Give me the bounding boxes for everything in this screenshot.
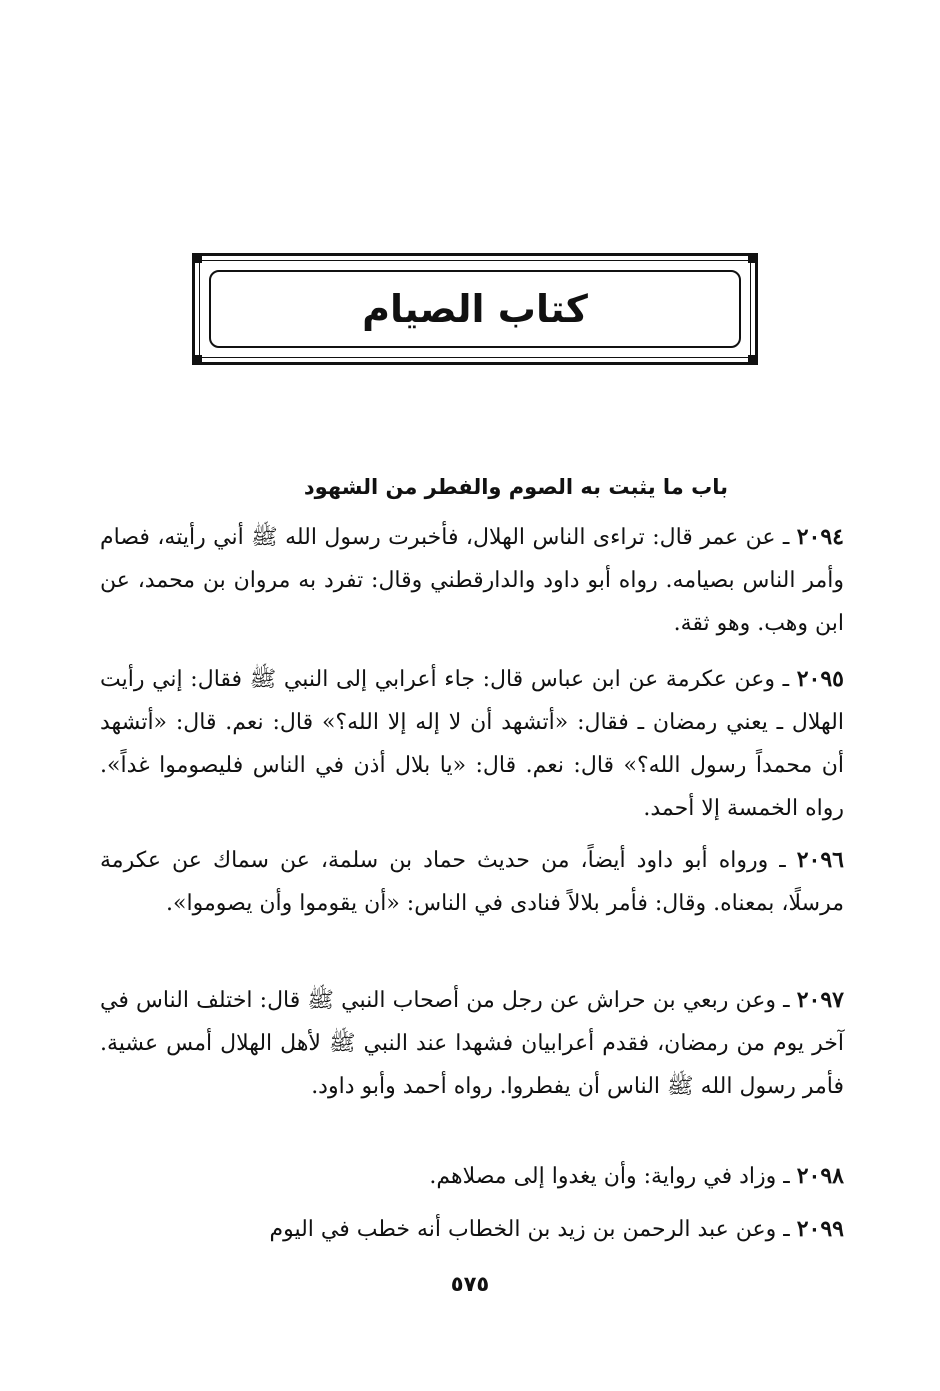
hadith-paragraph <box>100 839 844 925</box>
frame-corner-ornament <box>192 355 202 365</box>
frame-corner-ornament <box>748 253 758 263</box>
hadith-text: ـ ورواه أبو داود أيضاً، من حديث حماد بن سلمة، عن سماك عن عكرمة مرسلًا، بمعناه. وقال: فأمر بلالاً فنادى في الناس: «أن يقوموا وأن يصوموا». <box>100 848 844 916</box>
hadith-text: ـ وعن عبد الرحمن بن زيد بن الخطاب أنه خطب في اليوم <box>269 1217 797 1242</box>
hadith-number: ٢٠٩٨ <box>796 1163 844 1189</box>
hadith-text: ـ وزاد في رواية: وأن يغدوا إلى مصلاهم. <box>429 1164 797 1189</box>
frame-corner-ornament <box>192 253 202 263</box>
hadith-number: ٢٠٩٩ <box>796 1216 844 1242</box>
title-inner-box <box>209 270 741 348</box>
book-title: كتاب الصيام <box>362 287 588 331</box>
hadith-text: ـ وعن ربعي بن حراش عن رجل من أصحاب النبي ﷺ قال: اختلف الناس في آخر يوم من رمضان، فقدم أعرابيان فشهدا عند النبي ﷺ لأهل الهلال أمس عشية. فأمر رسول الله ﷺ الناس أن يفطروا. رواه أحمد وأبو داود. <box>100 988 844 1099</box>
hadith-paragraph <box>100 516 844 645</box>
hadith-paragraph <box>100 1155 844 1198</box>
hadith-paragraph <box>100 1208 844 1251</box>
frame-corner-ornament <box>748 355 758 365</box>
hadith-paragraph <box>100 979 844 1108</box>
hadith-number: ٢٠٩٧ <box>796 987 844 1013</box>
hadith-number: ٢٠٩٤ <box>796 524 844 550</box>
hadith-text: ـ وعن عكرمة عن ابن عباس قال: جاء أعرابي إلى النبي ﷺ فقال: إني رأيت الهلال ـ يعني رمضان ـ فقال: «أتشهد أن لا إله إلا الله؟» قال: نعم. قال: «أتشهد أن محمداً رسول الله؟» قال: نعم. قال: «يا بلال أذن في الناس فليصوموا غداً». رواه الخمسة إلا أحمد. <box>100 667 844 821</box>
hadith-text: ـ عن عمر قال: تراءى الناس الهلال، فأخبرت رسول الله ﷺ أني رأيته، فصام وأمر الناس بصيامه. رواه أبو داود والدارقطني وقال: تفرد به مروان بن محمد، عن ابن وهب. وهو ثقة. <box>100 525 844 636</box>
hadith-paragraph <box>100 658 844 830</box>
hadith-number: ٢٠٩٦ <box>796 847 844 873</box>
title-frame <box>192 253 758 365</box>
section-heading: باب ما يثبت به الصوم والفطر من الشهود <box>303 475 728 499</box>
page-number: ٥٧٥ <box>450 1272 490 1296</box>
hadith-number: ٢٠٩٥ <box>796 666 844 692</box>
